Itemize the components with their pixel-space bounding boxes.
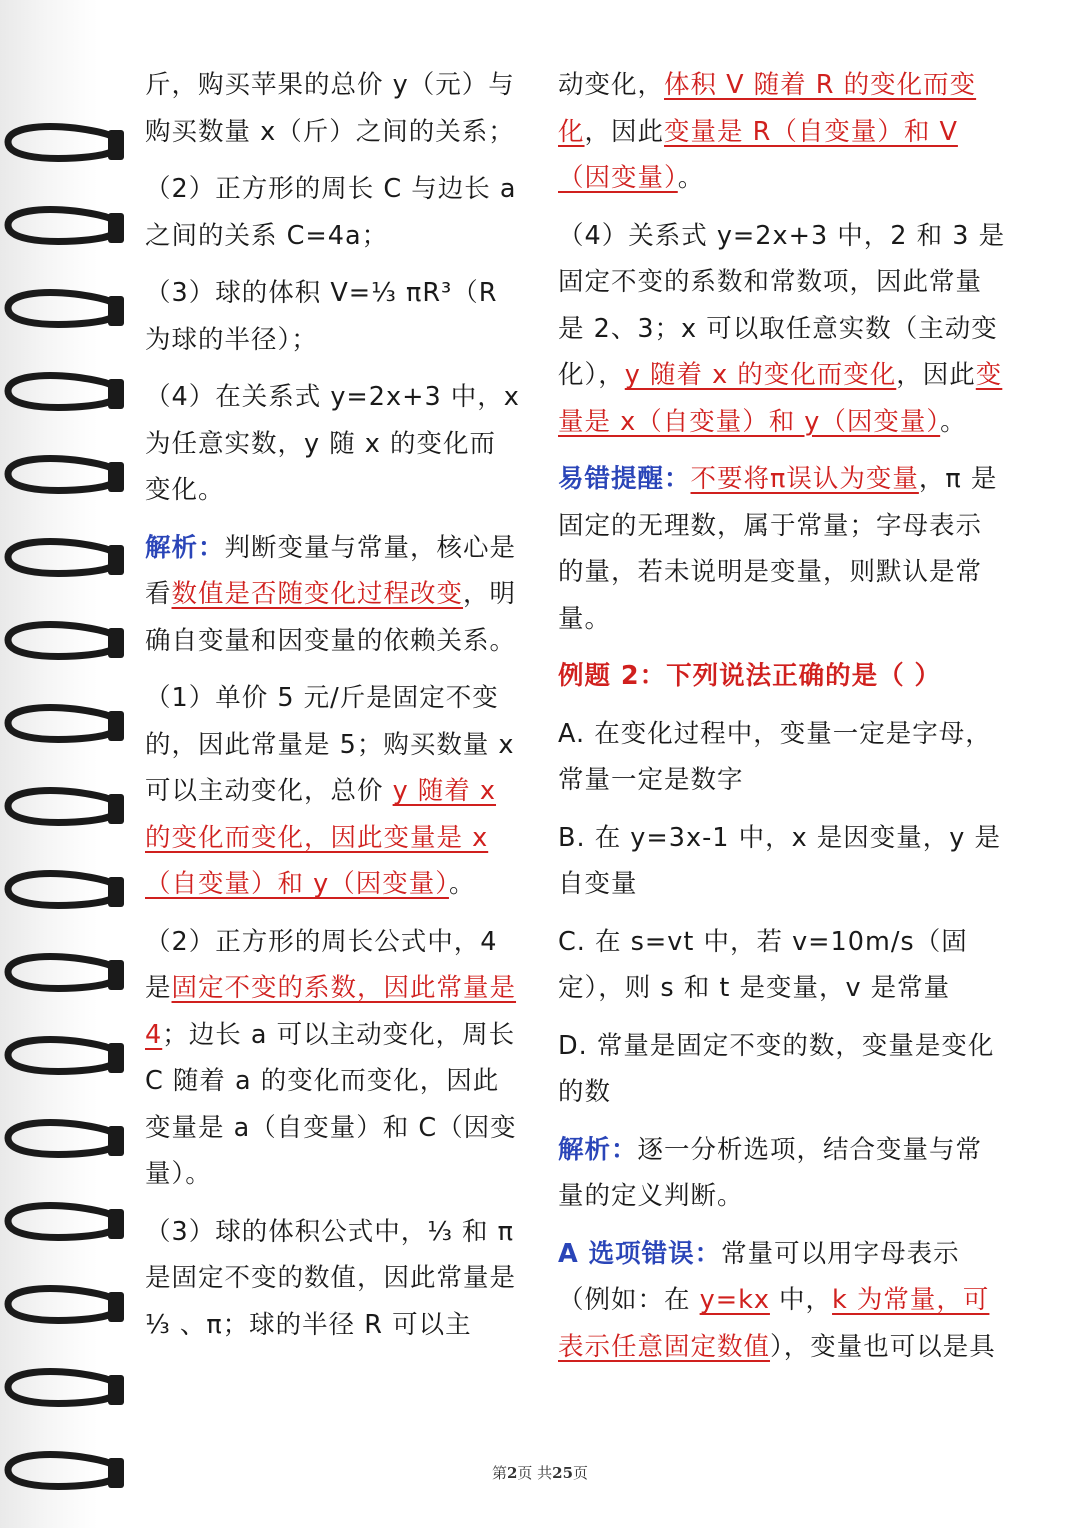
r2-text-a: （4）关系式 y=2x+3 中，2 和 3 是固定不变的系数和常数项，因此常量是 2、3；x 可以取任意实数（主动变化）， xyxy=(558,220,1006,390)
spiral-binding xyxy=(0,0,140,1528)
analysis-text-2: ，明确自变量和因变量的依赖关系。 xyxy=(145,579,517,656)
spiral-ring xyxy=(8,957,124,990)
option-b: B. 在 y=3x-1 中，x 是因变量，y 是自变量 xyxy=(558,822,1002,899)
option-d: D. 常量是固定不变的数，变量是变化的数 xyxy=(558,1030,995,1107)
option-a-text-1: 常量可以用字母表示（例如：在 xyxy=(558,1238,960,1315)
analysis-highlight: 数值是否随变化过程改变 xyxy=(171,579,464,609)
r1-end: 。 xyxy=(677,163,705,193)
solution-1-end: 。 xyxy=(448,869,476,899)
option-a-text-3: ），变量也可以是具 xyxy=(770,1331,996,1362)
r1-text-b: ，因此 xyxy=(584,116,665,147)
analysis-2-text: 逐一分析选项，结合变量与常量的定义判断。 xyxy=(558,1134,983,1211)
tip-highlight: 不要将π误认为变量 xyxy=(690,464,919,494)
r1-highlight-1: 体积 V 随着 R 的变化而变化 xyxy=(558,70,977,147)
spiral-ring xyxy=(8,376,124,409)
spiral-ring xyxy=(8,1123,124,1156)
left-item-4: （4）在关系式 y=2x+3 中，x 为任意实数，y 随 x 的变化而变化。 xyxy=(145,382,520,505)
solution-1-highlight: y 随着 x 的变化而变化，因此变量是 x（自变量）和 y（因变量） xyxy=(145,776,497,899)
r2-text-b: ，因此 xyxy=(896,360,976,390)
error-tip xyxy=(558,456,1008,642)
footer-prefix: 第 xyxy=(491,1464,507,1482)
spiral-ring xyxy=(8,625,124,658)
solution-1-text: （1）单价 5 元/斤是固定不变的，因此常量是 5；购买数量 x 可以主动变化，总价 xyxy=(145,683,515,806)
spiral-ring xyxy=(8,1206,124,1239)
solution-3-continued xyxy=(558,62,1008,202)
spiral-rings-icon xyxy=(0,0,140,1528)
solution-2-text-a: （2）正方形的周长公式中，4 是 xyxy=(145,926,498,1003)
left-paragraph-1: 斤，购买苹果的总价 y（元）与购买数量 x（斤）之间的关系； xyxy=(145,70,515,147)
option-a-text-2: 中， xyxy=(769,1285,833,1315)
footer-page-number: 2 xyxy=(506,1464,518,1482)
left-item-2: （2）正方形的周长 C 与边长 a 之间的关系 C=4a； xyxy=(145,174,517,251)
page-footer xyxy=(0,1462,1080,1483)
analysis-label: 解析： xyxy=(145,532,225,563)
spiral-ring xyxy=(8,791,124,824)
spiral-ring xyxy=(8,1040,124,1073)
left-column xyxy=(145,62,520,1359)
r2-highlight-1: y 随着 x 的变化而变化 xyxy=(624,360,897,390)
spiral-ring xyxy=(8,293,124,326)
option-a-analysis xyxy=(558,1231,1008,1371)
option-a-highlight-1: y=kx xyxy=(699,1285,770,1315)
option-a-analysis-label: A 选项错误： xyxy=(558,1238,722,1269)
option-c: C. 在 s=vt 中，若 v=10m/s（固定），则 s 和 t 是变量，v 是常量 xyxy=(558,926,968,1003)
option-a-highlight-2: k 为常量，可表示任意固定数值 xyxy=(558,1285,990,1362)
spiral-ring xyxy=(8,459,124,492)
right-column xyxy=(558,62,1008,1381)
spiral-ring xyxy=(8,127,124,160)
r1-highlight-2: 变量是 R（自变量）和 V（因变量） xyxy=(558,116,958,193)
analysis-text-1: 判断变量与常量，核心是看 xyxy=(145,532,517,609)
analysis-2-label: 解析： xyxy=(558,1134,638,1165)
footer-total-pages: 25 xyxy=(552,1464,574,1482)
spiral-ring xyxy=(8,708,124,741)
tip-label: 易错提醒： xyxy=(558,464,691,494)
example-2-title: 例题 2：下列说法正确的是（ ） xyxy=(558,661,941,691)
footer-middle: 页 共 xyxy=(517,1464,553,1482)
tip-text: ，π 是固定的无理数，属于常量；字母表示的量，若未说明是变量，则默认是常量。 xyxy=(558,464,998,634)
r2-end: 。 xyxy=(940,406,967,437)
spiral-ring xyxy=(8,210,124,243)
spiral-ring xyxy=(8,1289,124,1322)
footer-suffix: 页 xyxy=(573,1464,589,1482)
solution-4 xyxy=(558,213,1008,446)
r2-highlight-2: 变量是 x（自变量）和 y（因变量） xyxy=(558,360,1003,437)
solution-2-text-b: ；边长 a 可以主动变化，周长 C 随着 a 的变化而变化，因此变量是 a（自变量）和 C（因变量）。 xyxy=(145,1019,517,1189)
left-item-3: （3）球的体积 V=⅓ πR³（R 为球的半径）； xyxy=(145,278,498,355)
solution-2 xyxy=(145,919,520,1198)
analysis-2 xyxy=(558,1127,1008,1220)
spiral-ring xyxy=(8,542,124,575)
analysis-paragraph xyxy=(145,525,520,665)
r1-text-a: 动变化， xyxy=(558,70,665,100)
solution-1 xyxy=(145,675,520,908)
spiral-ring xyxy=(8,874,124,907)
solution-3: （3）球的体积公式中，⅓ 和 π 是固定不变的数值，因此常量是⅓ 、π；球的半径 R 可以主 xyxy=(145,1216,517,1340)
solution-2-highlight: 固定不变的系数，因此常量是 4 xyxy=(145,973,517,1050)
option-a: A. 在变化过程中，变量一定是字母，常量一定是数字 xyxy=(558,718,992,795)
spiral-ring xyxy=(8,1372,124,1405)
